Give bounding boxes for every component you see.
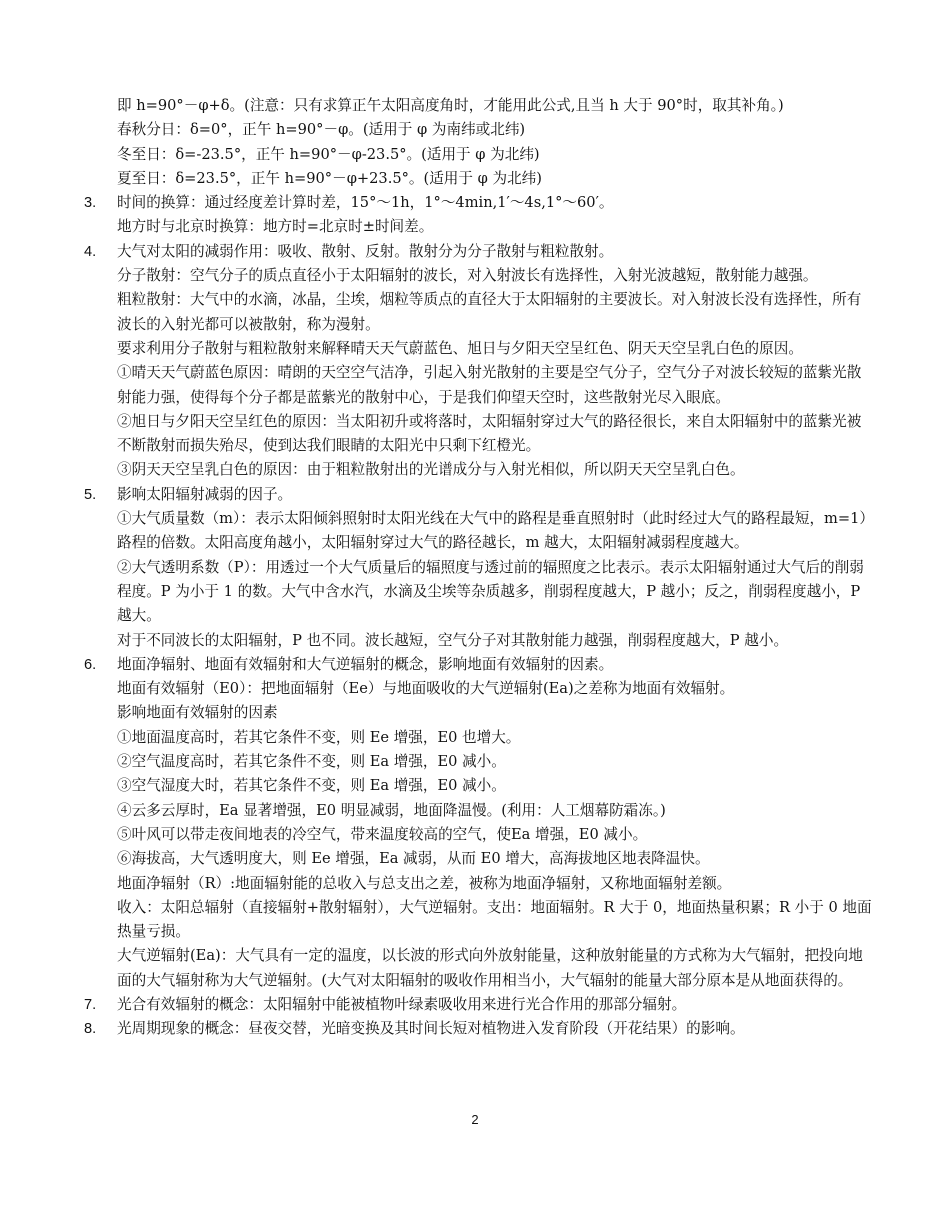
text-line <box>0 240 950 264</box>
text-paragraph: 大气逆辐射(Ea)：大气具有一定的温度，以长波的形式向外放射能量，这种放射能量的方式称为大气辐射，把投向地面的大气辐射称为大气逆辐射。(大气对太阳辐射的吸收作用相当小，大气辐射的能量大部分原本是从地面获得的。 <box>117 947 863 989</box>
text-line <box>0 191 950 215</box>
text-line: ②空气温度高时，若其它条件不变，则 Ea 增强，E0 减小。 <box>117 753 506 771</box>
text-line: 要求利用分子散射与粗粒散射来解释晴天天气蔚蓝色、旭日与夕阳天空呈红色、阴天天空呈乳白色的原因。 <box>117 339 803 357</box>
item-number: 5. <box>84 486 97 503</box>
text-line: 地面净辐射（R）:地面辐射能的总收入与总支出之差，被称为地面净辐射，又称地面辐射差额。 <box>117 874 732 892</box>
item-heading: 光合有效辐射的概念：太阳辐射中能被植物叶绿素吸收用来进行光合作用的那部分辐射。 <box>117 995 687 1013</box>
text-paragraph: 粗粒散射：大气中的水滴，冰晶，尘埃，烟粒等质点的直径大于太阳辐射的主要波长。对入射波长没有选择性，所有波长的入射光都可以被散射，称为漫射。 <box>117 291 862 333</box>
text-line: 地方时与北京时换算：地方时=北京时±时间差。 <box>117 218 434 236</box>
text-line: 即 h=90°－φ+δ。(注意：只有求算正午太阳高度角时，才能用此公式,且当 h 大于 90°时，取其补角。) <box>117 97 784 114</box>
item-number: 7. <box>84 996 97 1013</box>
text-line: 影响地面有效辐射的因素 <box>117 704 278 722</box>
text-paragraph: ①晴天天气蔚蓝色原因：晴朗的天空空气洁净，引起入射光散射的主要是空气分子，空气分子对波长较短的蓝紫光散射能力强，使得每个分子都是蓝紫光的散射中心，于是我们仰望天空时，这些散射光尽入眼底。 <box>117 364 862 406</box>
formula-block <box>0 94 950 191</box>
text-line <box>0 1017 950 1041</box>
text-line: 冬至日：δ=-23.5°，正午 h=90°－φ-23.5°。(适用于 φ 为北纬) <box>117 145 540 163</box>
text-paragraph: ②大气透明系数（P）：用透过一个大气质量后的辐照度与透过前的辐照度之比表示。表示太阳辐射通过大气后的削弱程度。P 为小于 1 的数。大气中含水汽，水滴及尘埃等杂质越多，削弱程度越大，P 越小；反之，削弱程度越小，P 越大。 <box>117 558 864 625</box>
text-line: ③空气湿度大时，若其它条件不变，则 Ea 增强，E0 减小。 <box>117 777 506 795</box>
text-line <box>0 993 950 1017</box>
list-item <box>0 993 950 1017</box>
page-number: 2 <box>471 1112 479 1127</box>
text-line <box>0 653 950 677</box>
text-line: 夏至日：δ=23.5°，正午 h=90°－φ+23.5°。(适用于 φ 为北纬) <box>117 169 542 187</box>
list-item <box>0 191 950 240</box>
text-paragraph: ②旭日与夕阳天空呈红色的原因：当太阳初升或将落时，太阳辐射穿过大气的路径很长，来自太阳辐射中的蓝紫光被不断散射而损失殆尽，使到达我们眼睛的太阳光中只剩下红橙光。 <box>117 412 862 455</box>
item-heading: 光周期现象的概念：昼夜交替，光暗变换及其时间长短对植物进入发育阶段（开花结果）的影响。 <box>117 1020 745 1038</box>
text-paragraph: 收入：太阳总辐射（直接辐射+散射辐射），大气逆辐射。支出：地面辐射。R 大于 0，地面热量积累；R 小于 0 地面热量亏损。 <box>117 898 872 941</box>
item-heading: 大气对太阳的减弱作用：吸收、散射、反射。散射分为分子散射与粗粒散射。 <box>117 242 614 260</box>
item-heading: 影响太阳辐射减弱的因子。 <box>117 485 293 503</box>
list-item <box>0 483 950 653</box>
list-item <box>0 240 950 483</box>
text-line: ③阴天天空呈乳白色的原因：由于粗粒散射出的光谱成分与入射光相似，所以阴天天空呈乳白色。 <box>117 461 745 479</box>
text-line: ①地面温度高时，若其它条件不变，则 Ee 增强，E0 也增大。 <box>117 728 521 746</box>
text-line: 对于不同波长的太阳辐射，P 也不同。波长越短，空气分子对其散射能力越强，削弱程度越大，P 越小。 <box>117 631 789 649</box>
list-item <box>0 1017 950 1041</box>
item-number: 8. <box>84 1021 97 1038</box>
text-paragraph: 分子散射：空气分子的质点直径小于太阳辐射的波长，对入射波长有选择性，入射光波越短，散射能力越强。 <box>117 267 818 285</box>
text-line: ⑥海拔高，大气透明度大，则 Ee 增强，Ea 减弱，从而 E0 增大，高海拔地区地表降温快。 <box>117 850 710 868</box>
list-item <box>0 653 950 993</box>
text-line <box>0 483 950 507</box>
item-heading: 地面净辐射、地面有效辐射和大气逆辐射的概念，影响地面有效辐射的因素。 <box>117 655 614 673</box>
item-number: 4. <box>84 243 97 260</box>
item-heading: 时间的换算：通过经度差计算时差，15°～1h，1°～4min,1′～4s,1°～60′。 <box>117 194 614 212</box>
text-line: ⑤叶风可以带走夜间地表的冷空气，带来温度较高的空气，使Ea 增强，E0 减小。 <box>117 825 648 843</box>
text-line: 春秋分日：δ=0°，正午 h=90°－φ。(适用于 φ 为南纬或北纬) <box>117 121 526 139</box>
text-line: 地面有效辐射（E0）：把地面辐射（Ee）与地面吸收的大气逆辐射(Ea)之差称为地面有效辐射。 <box>117 680 735 698</box>
text-paragraph: ①大气质量数（m）：表示太阳倾斜照射时太阳光线在大气中的路程是垂直照射时（此时经过大气的路程最短，m=1）路程的倍数。太阳高度角越小，太阳辐射穿过大气的路径越长，m 越大，太阳辐射减弱程度越大。 <box>117 510 867 552</box>
document-body <box>0 94 950 1042</box>
item-number: 3. <box>84 195 97 212</box>
text-line: ④云多云厚时，Ea 显著增强，E0 明显减弱，地面降温慢。(利用：人工烟幕防霜冻。) <box>117 801 666 819</box>
item-number: 6. <box>84 656 97 673</box>
